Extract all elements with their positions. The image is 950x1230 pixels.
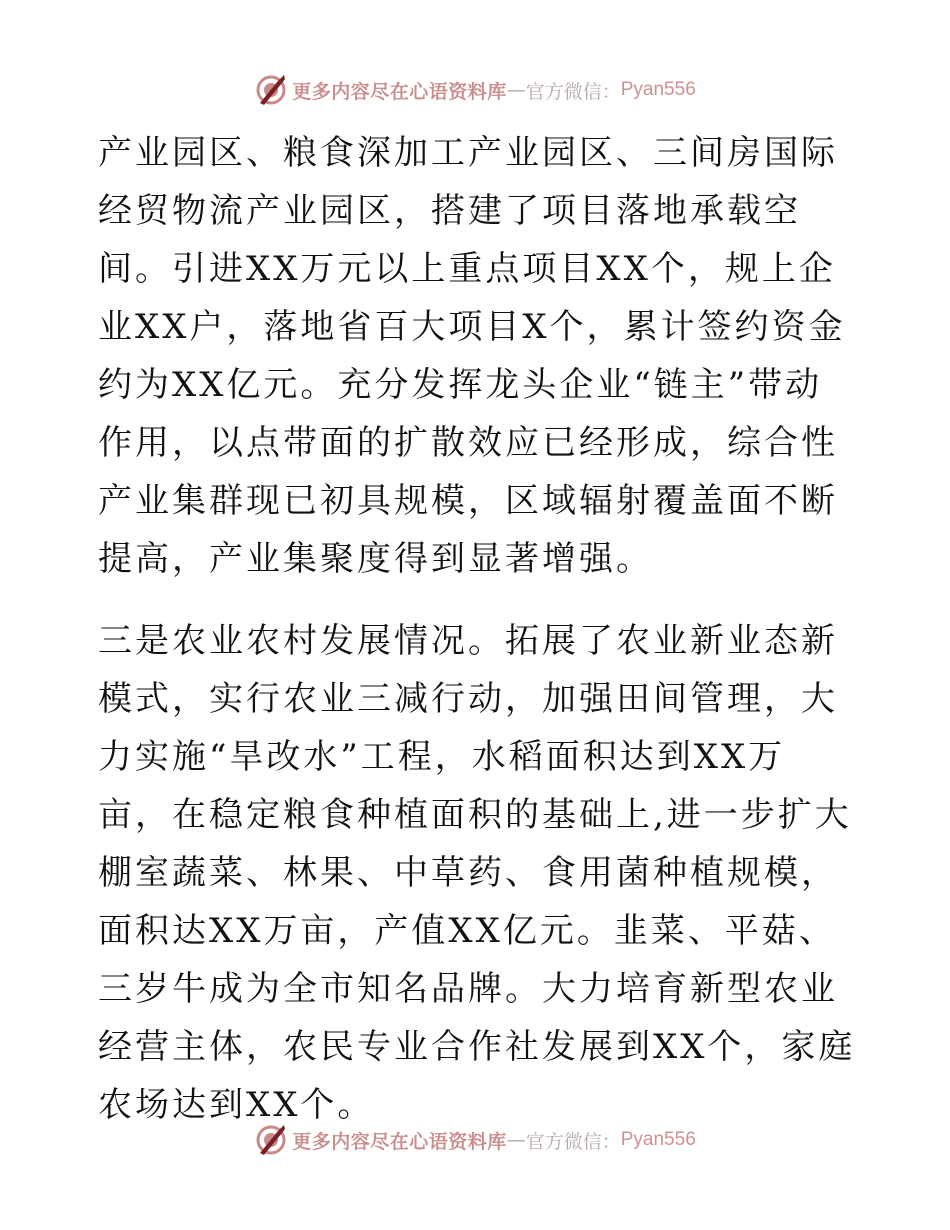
banner-wechat-label: 官方微信： xyxy=(525,1130,621,1153)
banner-wechat-label: 官方微信： xyxy=(525,80,621,103)
header-banner xyxy=(0,70,950,110)
banner-wechat-id: Pyan556 xyxy=(620,79,696,100)
banner-site-name: 更多内容尽在心语资料库 xyxy=(292,1130,507,1153)
quill-pen-logo-icon xyxy=(254,73,288,107)
footer-banner xyxy=(0,1120,950,1160)
banner-wechat-id: Pyan556 xyxy=(620,1129,696,1150)
banner-separator: — xyxy=(506,1129,526,1151)
paragraph-agriculture: 三是农业农村发展情况。拓展了农业新业态新模式，实行农业三减行动，加强田间管理，大力实施“旱改水”工程，水稻面积达到XX万亩，在稳定粮食种植面积的基础上,进一步扩大棚室蔬菜、林果、中草药、食用菌种植规模，面积达XX万亩，产值XX亿元。韭菜、平菇、三岁牛成为全市知名品牌。大力培育新型农业经营主体，农民专业合作社发展到XX个，家庭农场达到XX个。 xyxy=(98,621,856,1125)
banner-separator: — xyxy=(506,79,526,101)
paragraph-industrial-parks: 产业园区、粮食深加工产业园区、三间房国际经贸物流产业园区，搭建了项目落地承载空间。引进XX万元以上重点项目XX个，规上企业XX户，落地省百大项目X个，累计签约资金约为XX亿元。充分发挥龙头企业“链主”带动作用，以点带面的扩散效应已经形成，综合性产业集群现已初具规模，区域辐射覆盖面不断提高，产业集聚度得到显著增强。 xyxy=(98,133,846,579)
quill-pen-logo-icon xyxy=(254,1123,288,1157)
banner-site-name: 更多内容尽在心语资料库 xyxy=(292,80,507,103)
document-body xyxy=(98,124,858,1134)
